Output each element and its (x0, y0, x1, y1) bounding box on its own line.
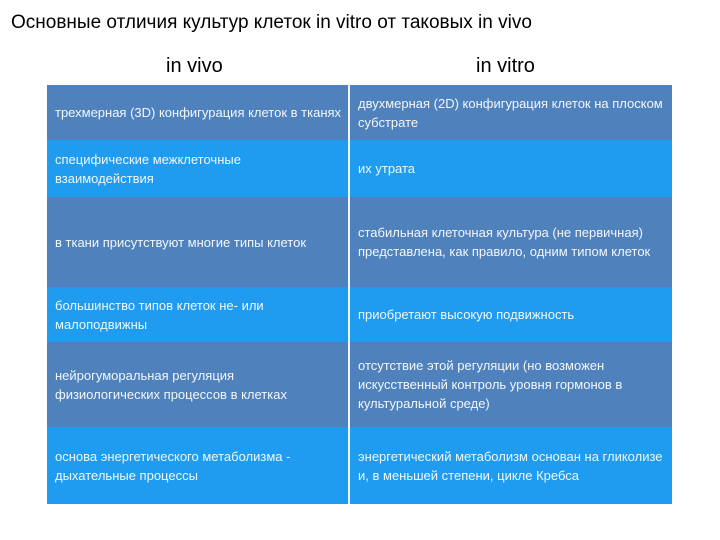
table-row (47, 85, 672, 140)
table-row (47, 140, 672, 197)
in-vitro-cell: приобретают высокую подвижность (358, 307, 575, 322)
table-row (47, 197, 672, 287)
column-header-in-vitro: in vitro (476, 55, 535, 77)
in-vivo-cell: нейрогуморальная регуляция физиологических процессов в клетках (47, 342, 350, 427)
in-vivo-cell: основа энергетического метаболизма - дыхательные процессы (47, 427, 350, 504)
table-row (47, 342, 672, 427)
in-vivo-cell: трехмерная (3D) конфигурация клеток в тканях (47, 85, 350, 140)
in-vivo-cell: большинство типов клеток не- или малоподвижны (47, 287, 350, 342)
in-vitro-cell: энергетический метаболизм основан на гликолизе и, в меньшей степени, цикле Кребса (358, 448, 663, 483)
in-vitro-cell: стабильная клеточная культура (не первичная) представлена, как правило, одним типом клеток (358, 225, 651, 259)
table-row (47, 287, 672, 342)
column-header-in-vivo: in vivo (166, 55, 223, 77)
comparison-table (47, 85, 672, 504)
table-row (47, 427, 672, 504)
slide-title: Основные отличия культур клеток in vitro от таковых in vivo (11, 12, 532, 33)
in-vivo-cell: в ткани присутствуют многие типы клеток (47, 197, 350, 287)
in-vitro-cell: отсутствие этой регуляции (но возможен искусственный контроль уровня гормонов в культуральной среде) (358, 358, 623, 411)
in-vitro-cell: двухмерная (2D) конфигурация клеток на плоском субстрате (358, 95, 663, 130)
in-vitro-cell: их утрата (358, 161, 416, 176)
in-vivo-cell: специфические межклеточные взаимодействия (47, 140, 350, 197)
